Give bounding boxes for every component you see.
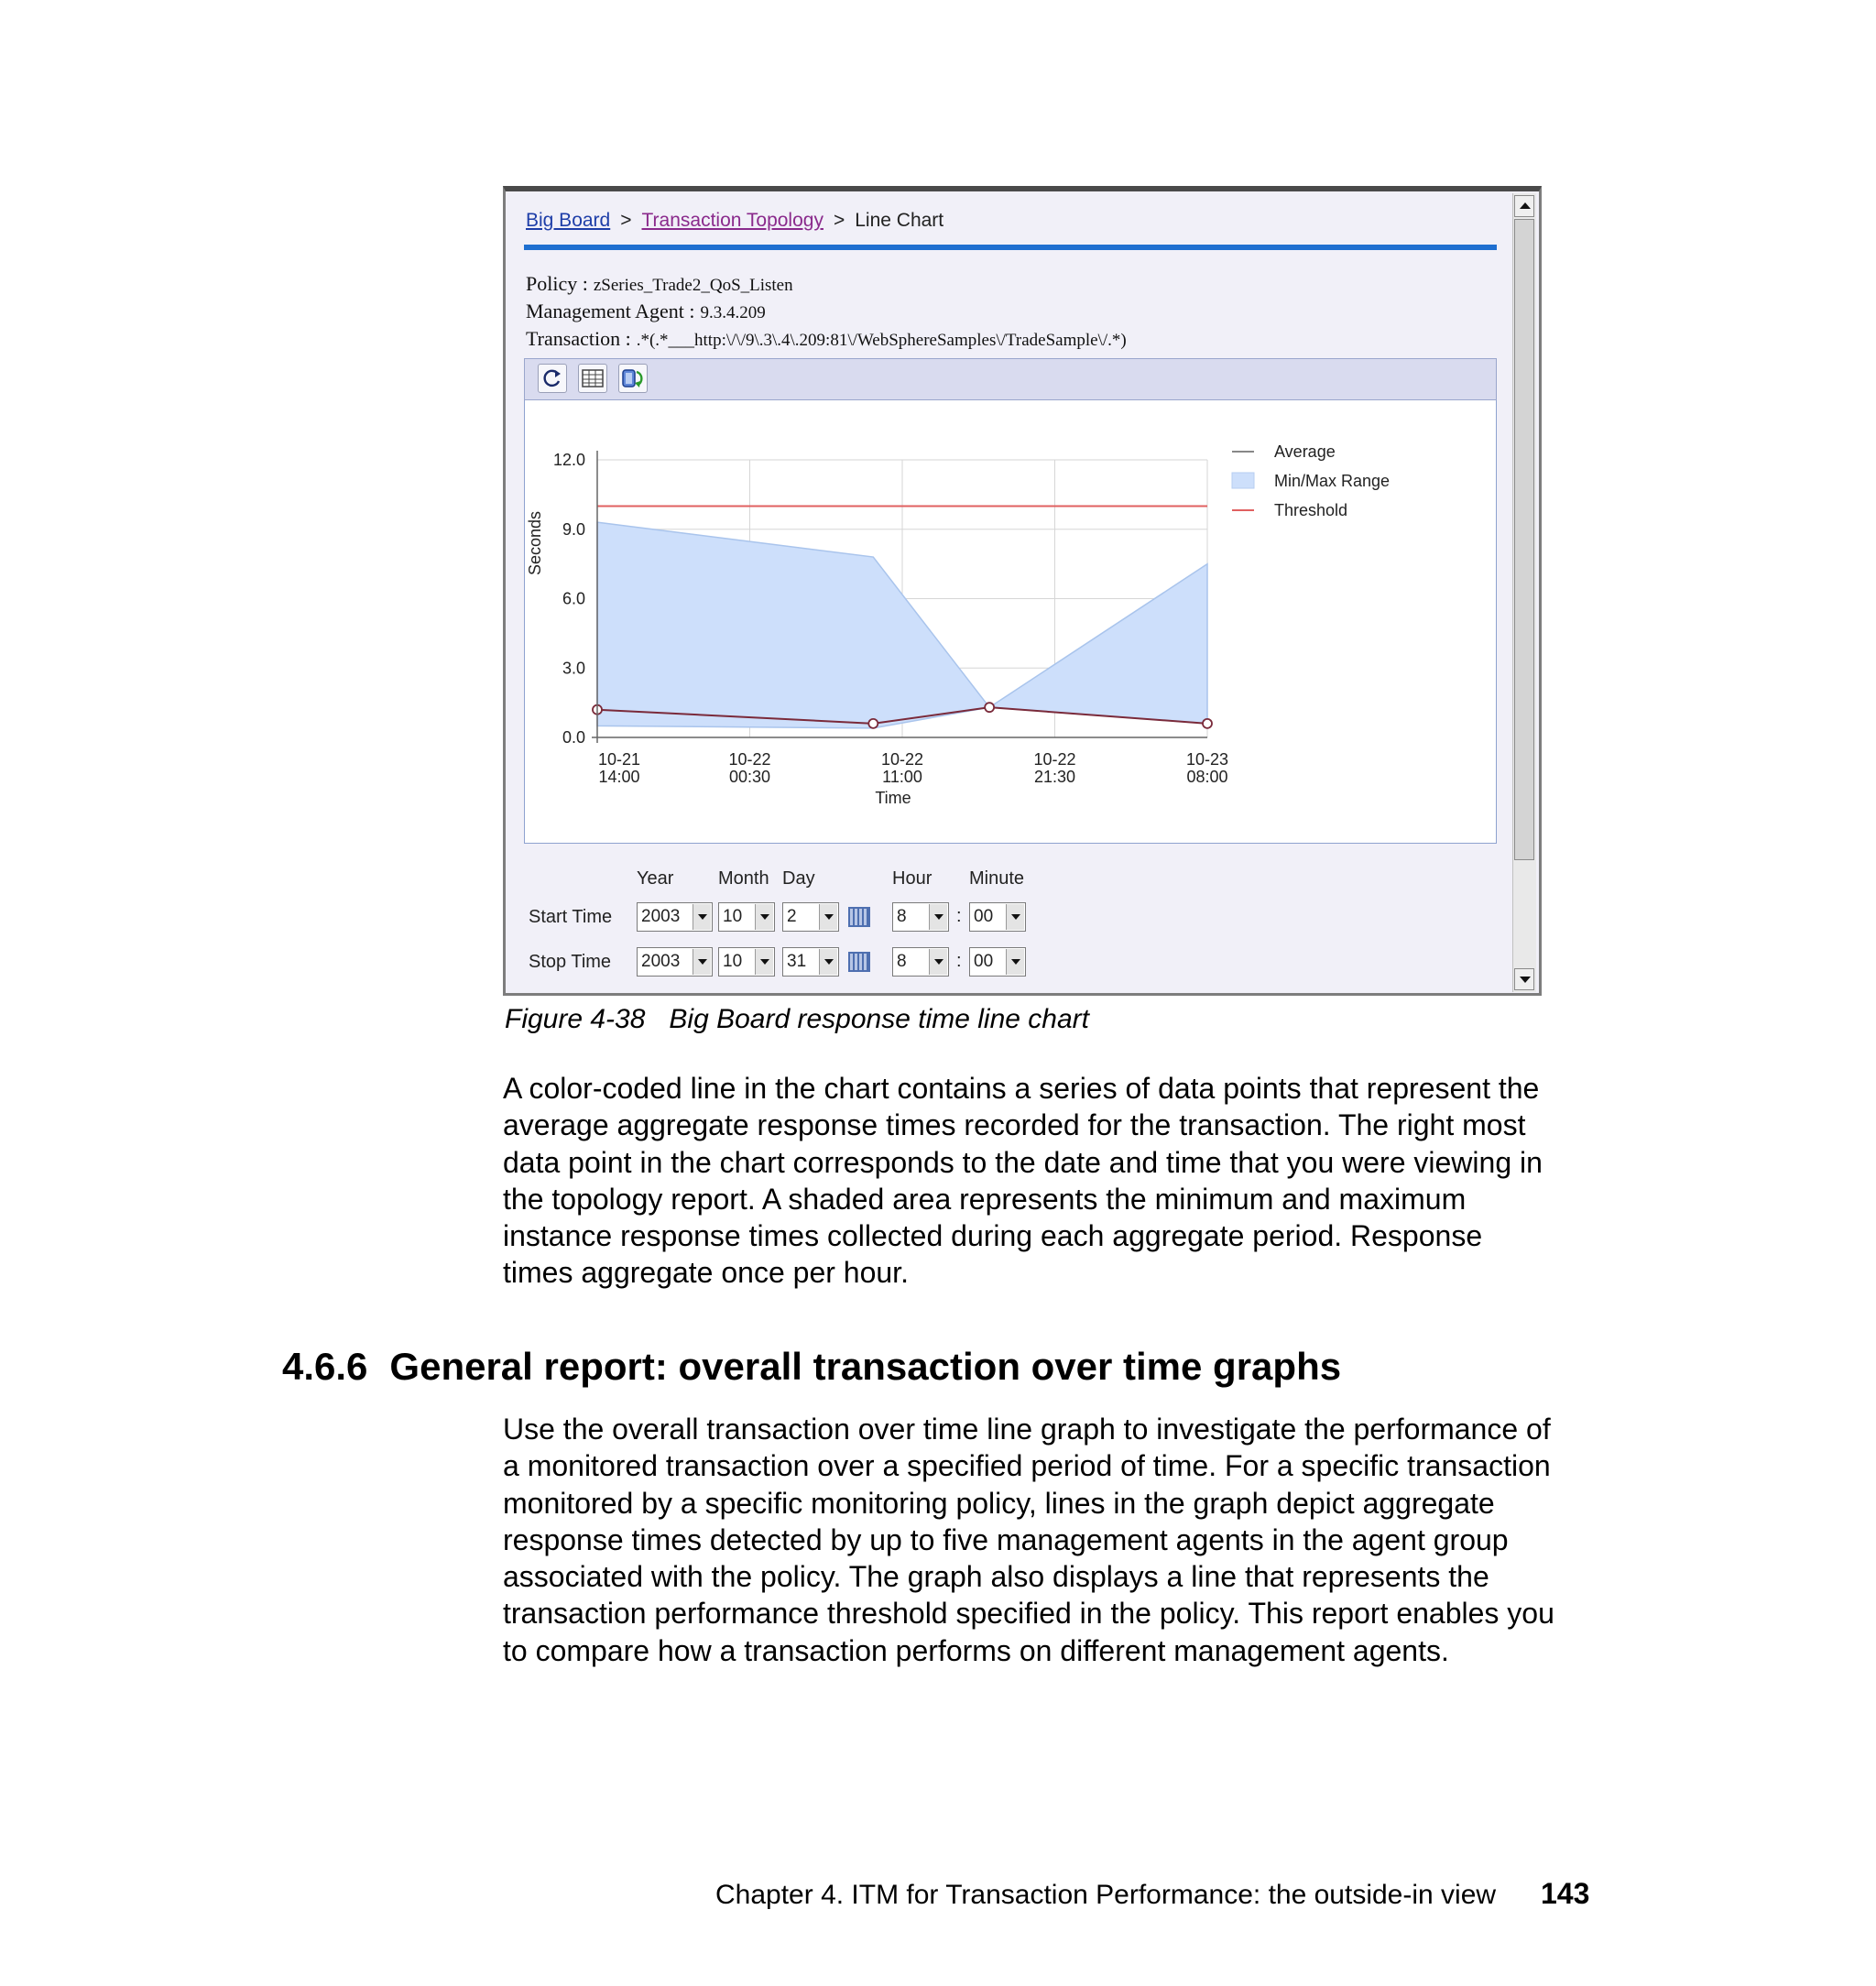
stop-year-value: 2003 — [641, 952, 681, 971]
start-minute-value: 00 — [974, 907, 994, 926]
stop-day-value: 31 — [787, 952, 807, 971]
chevron-down-icon — [1006, 904, 1024, 930]
start-time-colon: : — [956, 906, 962, 926]
chart-toolbar — [524, 358, 1497, 400]
paragraph-general-report — [503, 1411, 1602, 1669]
agent-row — [526, 300, 766, 323]
paragraph-line: to compare how a transaction performs on different management agents. — [503, 1633, 1449, 1667]
stop-time-label: Stop Time — [529, 952, 612, 972]
refresh-icon — [539, 365, 566, 392]
y-tick-label: 12.0 — [552, 451, 585, 469]
x-tick-label-date: 10-22 — [880, 750, 924, 769]
chevron-down-icon — [819, 949, 837, 975]
report-window — [503, 186, 1542, 996]
paragraph-line: associated with the policy. The graph also displays a line that represents the — [503, 1560, 1489, 1594]
average-data-point — [868, 719, 878, 728]
start-day-select[interactable] — [782, 902, 839, 932]
paragraph-line: transaction performance threshold specified in the policy. This report enables you — [503, 1597, 1554, 1631]
line-chart-panel — [524, 400, 1497, 844]
stop-hour-value: 8 — [897, 952, 907, 971]
breadcrumb-current: Line Chart — [855, 210, 944, 231]
section-title: General report: overall transaction over time graphs — [389, 1345, 1342, 1388]
transaction-row — [526, 327, 1127, 351]
stop-hour-select[interactable] — [892, 947, 949, 977]
paragraph-line: average aggregate response times recorded for the transaction. The right most — [503, 1108, 1526, 1142]
stop-year-select[interactable] — [637, 947, 713, 977]
section-heading — [282, 1345, 1341, 1389]
start-year-value: 2003 — [641, 907, 681, 926]
chart-legend — [1232, 442, 1390, 519]
average-data-point — [1203, 719, 1212, 728]
paragraph-line: times aggregate once per hour. — [503, 1256, 909, 1290]
chevron-down-icon — [1006, 949, 1024, 975]
export-button[interactable] — [618, 364, 648, 393]
start-time-label: Start Time — [529, 907, 613, 927]
vertical-scrollbar[interactable] — [1512, 193, 1536, 992]
month-header: Month — [718, 868, 769, 889]
agent-value: 9.3.4.209 — [700, 303, 766, 322]
start-hour-value: 8 — [897, 907, 907, 926]
chevron-down-icon — [819, 904, 837, 930]
scroll-thumb[interactable] — [1514, 219, 1534, 860]
paragraph-line: A color-coded line in the chart contains a series of data points that represent the — [503, 1072, 1540, 1105]
x-tick-label-date: 10-21 — [597, 750, 641, 769]
hour-header: Hour — [892, 868, 933, 889]
paragraph-line: instance response times collected during each aggregate period. Response — [503, 1219, 1483, 1253]
paragraph-chart-description — [503, 1070, 1602, 1292]
chevron-down-icon — [755, 949, 773, 975]
export-icon — [619, 365, 647, 392]
line-chart — [525, 400, 1496, 842]
stop-calendar-icon[interactable] — [848, 952, 870, 972]
breadcrumb-separator: > — [620, 210, 632, 231]
x-tick-label-time: 11:00 — [882, 768, 922, 786]
x-tick-label-time: 08:00 — [1186, 768, 1228, 786]
chevron-down-icon — [755, 904, 773, 930]
start-calendar-icon[interactable] — [848, 907, 870, 927]
policy-value: zSeries_Trade2_QoS_Listen — [593, 276, 793, 295]
stop-day-select[interactable] — [782, 947, 839, 977]
paragraph-line: response times detected by up to five management agents in the agent group — [503, 1522, 1509, 1556]
figure-caption — [505, 1004, 1089, 1035]
breadcrumb-big-board-link[interactable]: Big Board — [526, 210, 611, 231]
chevron-down-icon — [929, 904, 947, 930]
policy-row — [526, 272, 793, 296]
x-tick-labels — [598, 750, 1228, 786]
breadcrumb-separator: > — [833, 210, 845, 231]
refresh-button[interactable] — [538, 364, 567, 393]
start-year-select[interactable] — [637, 902, 713, 932]
page-number: 143 — [1541, 1877, 1590, 1910]
start-month-value: 10 — [723, 907, 743, 926]
legend-swatch-min-max-range — [1232, 473, 1254, 488]
transaction-value: .*(.*___http:\/\/9\.3\.4\.209:81\/WebSphereSamples\/TradeSample\/.*) — [636, 331, 1127, 350]
scroll-down-button[interactable] — [1514, 968, 1534, 990]
y-tick-label: 0.0 — [562, 728, 585, 747]
paragraph-line: data point in the chart corresponds to the date and time that you were viewing in — [503, 1145, 1543, 1179]
legend-label: Min/Max Range — [1274, 472, 1391, 490]
x-tick-label-date: 10-23 — [1185, 750, 1229, 769]
stop-month-select[interactable] — [718, 947, 775, 977]
agent-label: Management Agent : — [526, 300, 695, 322]
y-axis-label: Seconds — [526, 510, 544, 576]
section-number: 4.6.6 — [282, 1345, 368, 1388]
chevron-down-icon — [693, 904, 711, 930]
x-axis-label: Time — [875, 789, 911, 807]
footer-chapter: Chapter 4. ITM for Transaction Performance: the outside-in view — [715, 1880, 1497, 1910]
start-month-select[interactable] — [718, 902, 775, 932]
average-data-point — [985, 703, 994, 712]
x-tick-label-date: 10-22 — [1033, 750, 1076, 769]
stop-minute-value: 00 — [974, 952, 994, 971]
figure-number: Figure 4-38 — [505, 1004, 646, 1034]
table-view-button[interactable] — [578, 364, 607, 393]
breadcrumb — [526, 210, 943, 232]
x-tick-label-date: 10-22 — [728, 750, 771, 769]
stop-month-value: 10 — [723, 952, 743, 971]
chevron-down-icon — [929, 949, 947, 975]
x-tick-label-time: 14:00 — [598, 768, 640, 786]
legend-label: Average — [1274, 442, 1336, 461]
day-header: Day — [782, 868, 815, 889]
table-icon — [579, 365, 606, 392]
paragraph-line: monitored by a specific monitoring policy, lines in the graph depict aggregate — [503, 1486, 1495, 1520]
transaction-label: Transaction : — [526, 327, 631, 350]
figure-title: Big Board response time line chart — [669, 1004, 1089, 1034]
policy-label: Policy : — [526, 272, 588, 295]
y-tick-label: 3.0 — [562, 659, 585, 678]
header-divider — [524, 245, 1497, 250]
start-hour-select[interactable] — [892, 902, 949, 932]
paragraph-line: Use the overall transaction over time line graph to investigate the performance of — [503, 1413, 1551, 1446]
y-tick-labels — [553, 451, 585, 747]
minute-header: Minute — [969, 868, 1025, 889]
paragraph-line: a monitored transaction over a specified period of time. For a specific transaction — [503, 1449, 1551, 1483]
x-tick-label-time: 00:30 — [728, 768, 771, 786]
start-minute-select[interactable] — [969, 902, 1026, 932]
chevron-down-icon — [693, 949, 711, 975]
y-tick-label: 9.0 — [562, 519, 585, 539]
stop-minute-select[interactable] — [969, 947, 1026, 977]
legend-label: Threshold — [1274, 501, 1348, 519]
paragraph-line: the topology report. A shaded area represents the minimum and maximum — [503, 1182, 1467, 1216]
stop-time-colon: : — [956, 951, 962, 971]
year-header: Year — [637, 868, 674, 889]
y-tick-label: 6.0 — [562, 589, 585, 608]
x-tick-label-time: 21:30 — [1033, 768, 1076, 786]
breadcrumb-transaction-topology-link[interactable]: Transaction Topology — [641, 210, 823, 231]
start-day-value: 2 — [787, 907, 797, 926]
scroll-up-button[interactable] — [1514, 195, 1534, 217]
